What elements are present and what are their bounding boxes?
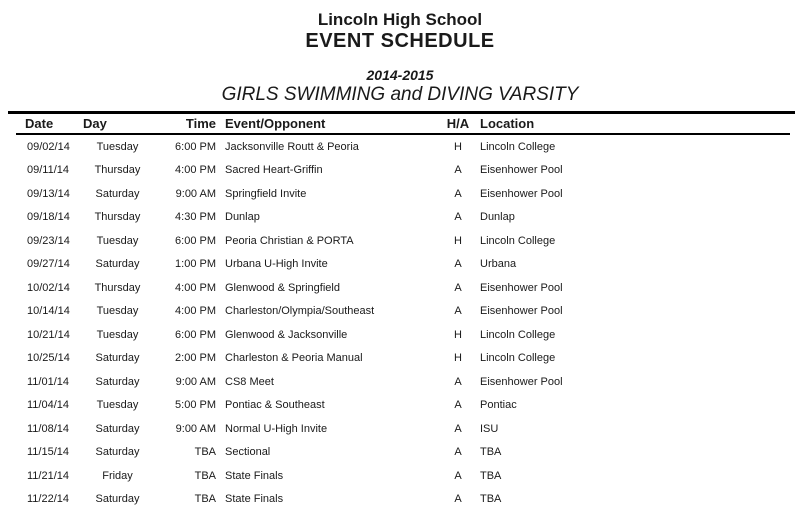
- cell-ha: A: [454, 375, 462, 388]
- cell-day: Tuesday: [96, 234, 139, 247]
- cell-time: TBA: [194, 446, 216, 459]
- cell-event: State Finals: [225, 493, 284, 506]
- table-row: [8, 323, 795, 347]
- cell-location: Eisenhower Pool: [480, 305, 563, 318]
- cell-ha: A: [454, 422, 462, 435]
- cell-date: 09/23/14: [27, 234, 70, 247]
- cell-date: 10/21/14: [27, 328, 70, 341]
- cell-event: Pontiac & Southeast: [225, 399, 325, 412]
- cell-date: 11/21/14: [27, 469, 70, 482]
- table-row: [8, 276, 795, 300]
- column-header-event: Event/Opponent: [225, 116, 326, 131]
- document-header: [0, 0, 800, 105]
- cell-date: 11/08/14: [27, 422, 70, 435]
- column-header-date: Date: [25, 116, 54, 131]
- cell-location: Lincoln College: [480, 140, 556, 153]
- cell-day: Friday: [102, 469, 133, 482]
- table-row: [8, 464, 795, 488]
- cell-time: 1:00 PM: [175, 258, 216, 271]
- cell-event: Glenwood & Jacksonville: [225, 328, 348, 341]
- team-label: GIRLS SWIMMING and DIVING VARSITY: [221, 84, 579, 105]
- table-row: [8, 441, 795, 465]
- cell-time: 4:30 PM: [175, 211, 216, 224]
- cell-day: Saturday: [95, 352, 140, 365]
- cell-location: Eisenhower Pool: [480, 375, 563, 388]
- cell-day: Saturday: [95, 493, 140, 506]
- table-row: [8, 253, 795, 277]
- cell-event: Charleston & Peoria Manual: [225, 352, 363, 365]
- cell-ha: A: [454, 187, 462, 200]
- cell-ha: H: [454, 352, 462, 365]
- cell-event: Dunlap: [225, 211, 260, 224]
- cell-location: Pontiac: [480, 399, 517, 412]
- cell-time: 6:00 PM: [175, 328, 216, 341]
- cell-time: TBA: [194, 493, 216, 506]
- cell-day: Saturday: [95, 258, 140, 271]
- cell-location: Eisenhower Pool: [480, 187, 563, 200]
- cell-time: 5:00 PM: [175, 399, 216, 412]
- table-row: [8, 488, 795, 512]
- table-row: [8, 135, 795, 159]
- table-body: [8, 135, 795, 511]
- cell-date: 10/02/14: [27, 281, 70, 294]
- table-row: [8, 347, 795, 371]
- cell-time: 6:00 PM: [175, 234, 216, 247]
- cell-ha: A: [454, 305, 462, 318]
- cell-ha: A: [454, 211, 462, 224]
- cell-event: Sectional: [225, 446, 271, 459]
- cell-day: Tuesday: [96, 399, 139, 412]
- cell-location: TBA: [480, 469, 502, 482]
- cell-day: Saturday: [95, 375, 140, 388]
- cell-event: Sacred Heart-Griffin: [225, 164, 323, 177]
- column-header-day: Day: [83, 116, 107, 131]
- cell-date: 10/25/14: [27, 352, 70, 365]
- cell-event: CS8 Meet: [225, 375, 274, 388]
- cell-date: 09/18/14: [27, 211, 70, 224]
- cell-event: Peoria Christian & PORTA: [225, 234, 354, 247]
- cell-day: Saturday: [95, 187, 140, 200]
- cell-ha: A: [454, 281, 462, 294]
- cell-ha: H: [454, 328, 462, 341]
- cell-location: TBA: [480, 493, 502, 506]
- cell-day: Thursday: [94, 211, 141, 224]
- schedule-table: [8, 114, 795, 511]
- cell-time: 4:00 PM: [175, 305, 216, 318]
- table-row: [8, 159, 795, 183]
- cell-ha: H: [454, 140, 462, 153]
- cell-event: Jacksonville Routt & Peoria: [225, 140, 359, 153]
- cell-ha: A: [454, 446, 462, 459]
- cell-date: 09/11/14: [27, 164, 70, 177]
- cell-date: 09/02/14: [27, 140, 70, 153]
- cell-location: Eisenhower Pool: [480, 281, 563, 294]
- cell-event: State Finals: [225, 469, 284, 482]
- table-row: [8, 370, 795, 394]
- cell-date: 11/15/14: [27, 446, 70, 459]
- column-header-location: Location: [480, 116, 535, 131]
- cell-event: Charleston/Olympia/Southeast: [225, 305, 375, 318]
- cell-date: 11/22/14: [27, 493, 70, 506]
- table-row: [8, 300, 795, 324]
- cell-time: 6:00 PM: [175, 140, 216, 153]
- cell-ha: A: [454, 258, 462, 271]
- column-header-ha: H/A: [446, 116, 470, 131]
- table-row: [8, 417, 795, 441]
- cell-date: 09/13/14: [27, 187, 70, 200]
- cell-day: Thursday: [94, 281, 141, 294]
- school-name: Lincoln High School: [317, 10, 483, 29]
- table-row: [8, 229, 795, 253]
- cell-event: Glenwood & Springfield: [225, 281, 340, 294]
- cell-location: TBA: [480, 446, 502, 459]
- cell-ha: A: [454, 469, 462, 482]
- cell-date: 09/27/14: [27, 258, 70, 271]
- cell-time: TBA: [194, 469, 216, 482]
- cell-time: 4:00 PM: [175, 164, 216, 177]
- season-label: 2014-2015: [366, 67, 434, 83]
- cell-day: Saturday: [95, 446, 140, 459]
- cell-time: 9:00 AM: [175, 422, 216, 435]
- cell-event: Urbana U-High Invite: [225, 258, 328, 271]
- cell-day: Tuesday: [96, 328, 139, 341]
- table-row: [8, 394, 795, 418]
- cell-day: Tuesday: [96, 140, 139, 153]
- cell-location: Dunlap: [480, 211, 515, 224]
- cell-ha: A: [454, 493, 462, 506]
- cell-location: Lincoln College: [480, 234, 556, 247]
- cell-day: Saturday: [95, 422, 140, 435]
- table-row: [8, 206, 795, 230]
- cell-date: 11/01/14: [27, 375, 70, 388]
- cell-location: Lincoln College: [480, 328, 556, 341]
- column-header-time: Time: [185, 116, 216, 131]
- cell-ha: A: [454, 164, 462, 177]
- cell-time: 4:00 PM: [175, 281, 216, 294]
- cell-event: Springfield Invite: [225, 187, 307, 200]
- cell-time: 2:00 PM: [175, 352, 216, 365]
- cell-time: 9:00 AM: [175, 187, 216, 200]
- cell-day: Tuesday: [96, 305, 139, 318]
- cell-location: Urbana: [480, 258, 517, 271]
- cell-ha: H: [454, 234, 462, 247]
- table-header-row: [8, 114, 795, 133]
- cell-location: Eisenhower Pool: [480, 164, 563, 177]
- cell-ha: A: [454, 399, 462, 412]
- cell-location: Lincoln College: [480, 352, 556, 365]
- cell-date: 10/14/14: [27, 305, 70, 318]
- cell-event: Normal U-High Invite: [225, 422, 328, 435]
- cell-time: 9:00 AM: [175, 375, 216, 388]
- cell-date: 11/04/14: [27, 399, 70, 412]
- table-row: [8, 182, 795, 206]
- cell-day: Thursday: [94, 164, 141, 177]
- cell-location: ISU: [480, 422, 499, 435]
- document-title: EVENT SCHEDULE: [305, 30, 495, 52]
- header-spacer: [0, 53, 800, 67]
